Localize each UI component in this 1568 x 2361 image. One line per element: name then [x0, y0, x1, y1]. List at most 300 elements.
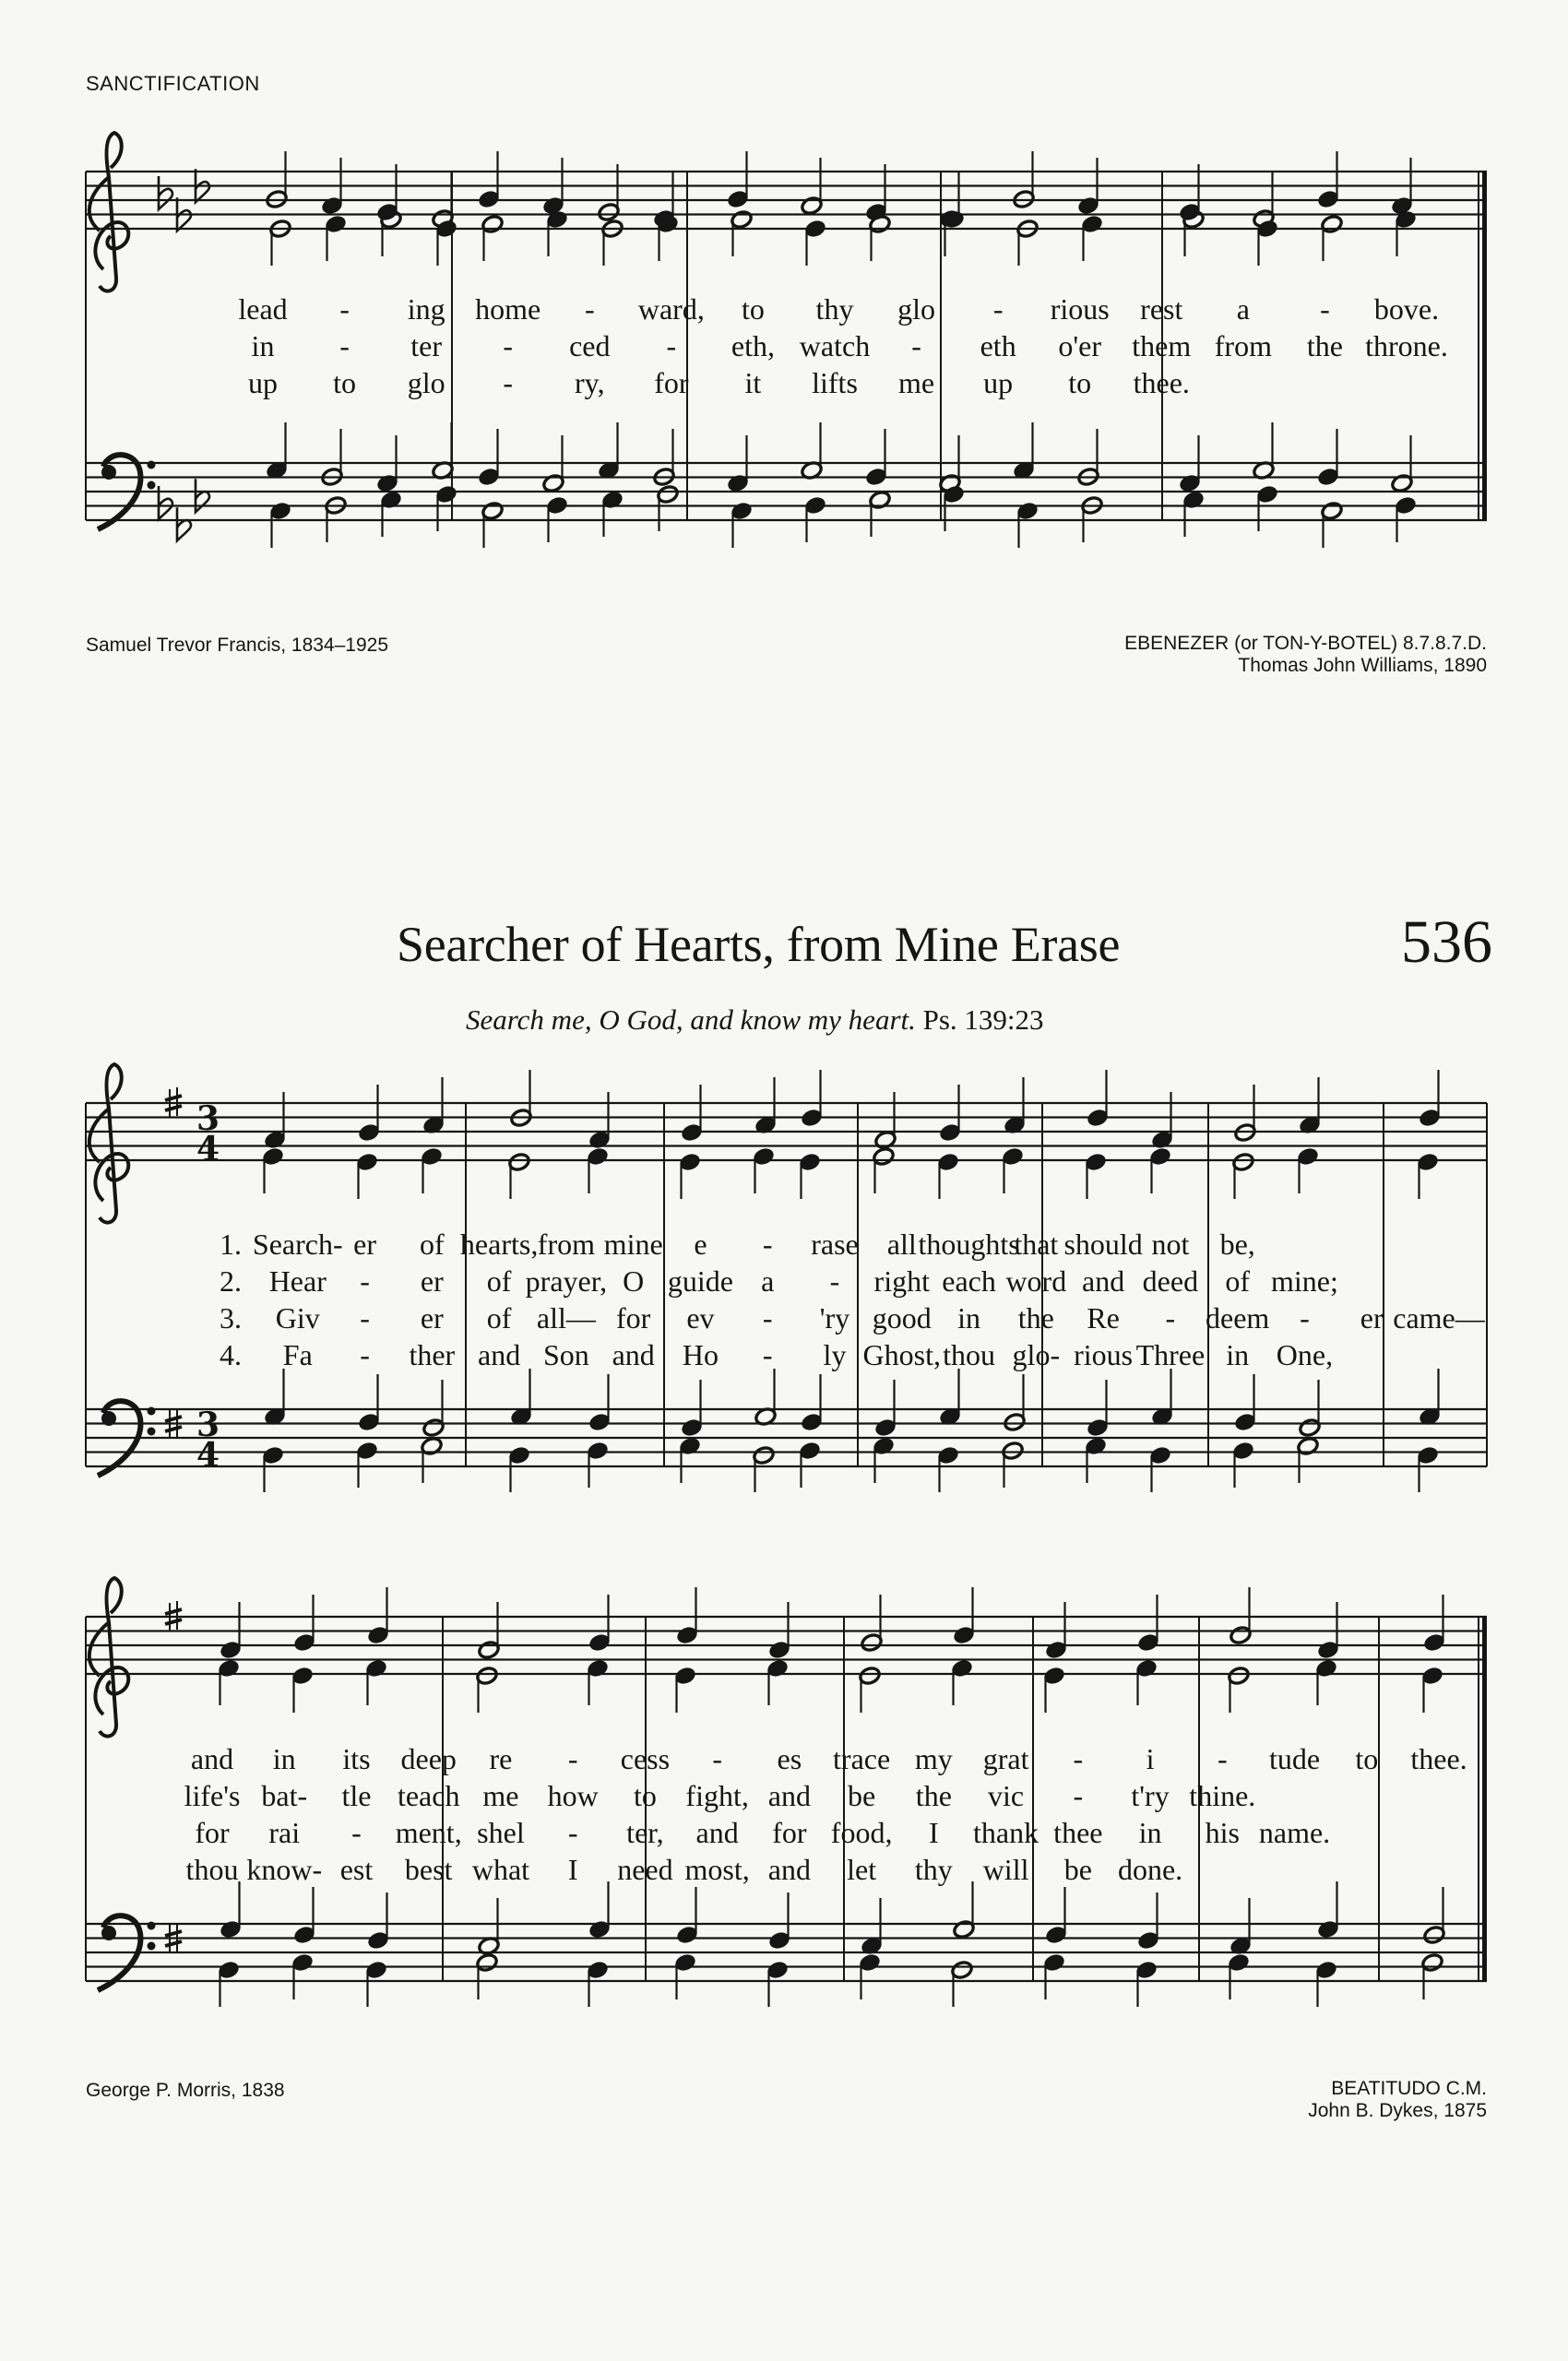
- note-icon: [1420, 1666, 1443, 1713]
- note-icon: [364, 1658, 387, 1705]
- lyric-syllable: thoughts: [918, 1228, 1020, 1261]
- note-icon: [1044, 1887, 1067, 1945]
- lyric-syllable: be,: [1219, 1228, 1255, 1261]
- lyric-syllable: -: [762, 1301, 773, 1335]
- note-icon: [1394, 495, 1417, 542]
- note-icon: [268, 219, 291, 266]
- note-icon: [1252, 422, 1275, 481]
- lyric-syllable: grat: [982, 1742, 1029, 1775]
- lyric-syllable: deep: [400, 1742, 457, 1775]
- verse-line: [220, 1301, 1486, 1335]
- lyric-syllable: to: [333, 366, 357, 399]
- note-icon: [938, 1369, 961, 1427]
- note-icon: [950, 1658, 973, 1705]
- note-icon: [726, 151, 749, 209]
- note-icon: [1233, 1374, 1256, 1432]
- lyric-syllable: -: [666, 329, 677, 362]
- note-icon: [366, 1892, 389, 1951]
- hymn-number: 536: [1401, 908, 1492, 976]
- lyric-syllable: of: [1225, 1264, 1250, 1298]
- note-icon: [422, 1077, 445, 1135]
- lyric-syllable: I: [567, 1853, 578, 1886]
- lyric-syllable: to: [1068, 366, 1092, 399]
- note-icon: [291, 1666, 314, 1713]
- lyric-syllable: for: [195, 1816, 230, 1849]
- note-icon: [1086, 1070, 1109, 1128]
- text-credit: George P. Morris, 1838: [86, 2080, 285, 2101]
- lyric-syllable: er: [1360, 1301, 1384, 1335]
- bass-staff: [86, 1369, 1487, 1492]
- note-icon: [1418, 1070, 1441, 1128]
- note-icon: [675, 1887, 698, 1945]
- note-icon: [938, 1085, 961, 1143]
- lyric-syllable: glo-: [1012, 1338, 1061, 1371]
- note-icon: [420, 1436, 443, 1483]
- lyric-syllable: es: [777, 1742, 802, 1775]
- lyric-syllable: thee.: [1410, 1742, 1467, 1775]
- lyric-syllable: I: [929, 1816, 939, 1849]
- lyric-syllable: rious: [1050, 292, 1110, 326]
- note-icon: [1042, 1952, 1065, 1999]
- note-icon: [477, 151, 500, 209]
- note-icon: [1390, 435, 1413, 493]
- lyric-syllable: -: [339, 292, 350, 326]
- lyric-syllable: thy: [815, 292, 854, 326]
- lyric-syllable: ther: [409, 1338, 456, 1371]
- lyric-syllable: in: [957, 1301, 981, 1335]
- note-icon: [1314, 1658, 1337, 1705]
- lyric-syllable: trace: [833, 1742, 891, 1775]
- lyric-syllable: lifts: [812, 366, 858, 399]
- note-icon: [858, 1666, 881, 1713]
- note-icon: [357, 1085, 380, 1143]
- lyric-syllable: throne.: [1365, 329, 1448, 362]
- treble-clef-icon: [89, 1064, 128, 1223]
- lyric-syllable: -: [360, 1301, 370, 1335]
- lyric-syllable: and: [767, 1853, 811, 1886]
- note-icon: [1229, 1898, 1252, 1956]
- note-icon: [1150, 1369, 1173, 1427]
- svg-text:4: 4: [196, 1436, 220, 1475]
- lyric-syllable: Fa: [282, 1338, 313, 1371]
- note-icon: [545, 495, 568, 542]
- verse-line: [184, 1779, 1256, 1812]
- note-icon: [868, 214, 891, 261]
- lyric-syllable: Ho: [682, 1338, 719, 1371]
- verse-line: [191, 1742, 1467, 1775]
- lyric-syllable: Giv: [275, 1301, 320, 1335]
- lyric-syllable: his: [1205, 1816, 1240, 1849]
- note-icon: [268, 501, 291, 548]
- lyric-syllable: a: [1236, 292, 1250, 326]
- lyric-syllable: most,: [684, 1853, 750, 1886]
- note-icon: [1134, 1658, 1158, 1705]
- lyric-syllable: its: [342, 1742, 371, 1775]
- lyric-syllable: -: [1165, 1301, 1176, 1335]
- note-icon: [938, 435, 961, 493]
- note-icon: [263, 1369, 286, 1427]
- note-icon: [600, 219, 624, 266]
- lyric-syllable: Ghost,: [862, 1338, 942, 1371]
- note-icon: [803, 219, 826, 266]
- lyric-syllable: eth,: [731, 329, 775, 362]
- lyric-syllable: of: [486, 1301, 512, 1335]
- lyric-syllable: i: [1146, 1742, 1155, 1775]
- lyric-syllable: -: [339, 329, 350, 362]
- note-icon: [1316, 429, 1339, 487]
- lyric-syllable: in: [1138, 1816, 1162, 1849]
- lyric-syllable: not: [1151, 1228, 1190, 1261]
- note-icon: [475, 1952, 498, 1999]
- note-icon: [507, 1152, 530, 1199]
- note-icon: [263, 1092, 286, 1150]
- lyric-syllable: tude: [1268, 1742, 1321, 1775]
- lyric-syllable: cess: [620, 1742, 671, 1775]
- bass-staff: [86, 1881, 1487, 2007]
- lyric-syllable: -: [351, 1816, 362, 1849]
- note-icon: [261, 1146, 284, 1193]
- time-signature-icon: [196, 1099, 220, 1169]
- lyric-syllable: Re: [1087, 1301, 1120, 1335]
- lyric-syllable: will: [982, 1853, 1029, 1886]
- system-previous-hymn: [86, 172, 1487, 520]
- note-icon: [1316, 1881, 1339, 1940]
- lyric-syllable: One,: [1276, 1338, 1334, 1371]
- note-icon: [1320, 501, 1343, 548]
- lyric-syllable: ward,: [637, 292, 705, 326]
- lyric-syllable: thou: [185, 1853, 239, 1886]
- note-icon: [509, 1369, 532, 1427]
- note-icon: [1012, 422, 1035, 481]
- note-icon: [800, 1374, 823, 1432]
- lyric-syllable: ing: [407, 292, 445, 326]
- lyric-syllable: -: [1300, 1301, 1310, 1335]
- bass-staff: [86, 422, 1487, 548]
- lyric-syllable: should: [1063, 1228, 1143, 1261]
- lyric-syllable: how: [547, 1779, 599, 1812]
- lyric-syllable: deed: [1142, 1264, 1199, 1298]
- note-icon: [1394, 209, 1417, 256]
- note-icon: [1296, 1436, 1319, 1483]
- note-icon: [379, 490, 402, 537]
- note-icon: [860, 1898, 883, 1956]
- verse-line: [220, 1338, 1333, 1371]
- lyric-syllable: er: [420, 1301, 444, 1335]
- note-icon: [324, 495, 347, 542]
- lyric-syllable: bat-: [261, 1779, 308, 1812]
- lyric-syllable: e: [694, 1228, 707, 1261]
- lyric-syllable: vic: [988, 1779, 1025, 1812]
- note-icon: [357, 1374, 380, 1432]
- lyric-syllable: ter,: [626, 1816, 664, 1849]
- lyric-syllable: life's: [184, 1779, 241, 1812]
- lyric-syllable: glo: [897, 292, 936, 326]
- tune-name: EBENEZER (or TON-Y-BOTEL) 8.7.8.7.D.: [1124, 633, 1487, 654]
- note-icon: [586, 1658, 609, 1705]
- hymn-title: Searcher of Hearts, from Mine Erase: [397, 917, 1121, 972]
- lyric-syllable: thou: [943, 1338, 996, 1371]
- note-icon: [588, 1092, 611, 1150]
- lyric-syllable: mine;: [1271, 1264, 1338, 1298]
- lyric-syllable: fight,: [685, 1779, 749, 1812]
- lyric-line-previous: [248, 366, 1190, 399]
- lyric-syllable: to: [633, 1779, 657, 1812]
- note-icon: [868, 490, 891, 537]
- note-icon: [754, 1077, 777, 1135]
- lyric-syllable: a: [761, 1264, 775, 1298]
- lyric-syllable: came—: [1393, 1301, 1485, 1335]
- lyric-syllable: ry,: [574, 366, 605, 399]
- note-icon: [752, 1146, 775, 1193]
- note-icon: [481, 214, 504, 261]
- note-icon: [586, 1441, 609, 1488]
- note-icon: [1136, 1892, 1159, 1951]
- lyric-syllable: rious: [1074, 1338, 1134, 1371]
- note-icon: [873, 1092, 897, 1150]
- lyric-syllable: the: [1017, 1301, 1054, 1335]
- lyric-syllable: from: [537, 1228, 595, 1261]
- note-icon: [541, 435, 564, 493]
- lyric-syllable: rest: [1140, 292, 1183, 326]
- lyric-syllable: guide: [667, 1264, 733, 1298]
- lyric-syllable: and: [767, 1779, 811, 1812]
- lyric-syllable: -: [911, 329, 921, 362]
- lyric-syllable: -: [992, 292, 1004, 326]
- note-icon: [292, 1887, 315, 1945]
- lyric-syllable: Search-: [252, 1228, 343, 1261]
- lyric-syllable: me: [898, 366, 935, 399]
- lyric-syllable: 2.: [220, 1264, 242, 1298]
- lyric-syllable: be: [848, 1779, 876, 1812]
- lyric-syllable: that: [1014, 1228, 1059, 1261]
- note-icon: [1320, 214, 1343, 261]
- lyric-syllable: thine.: [1189, 1779, 1256, 1812]
- note-icon: [936, 1152, 959, 1199]
- note-icon: [588, 1595, 611, 1653]
- note-icon: [1296, 1146, 1319, 1193]
- note-icon: [1422, 1595, 1445, 1653]
- svg-text:4: 4: [196, 1130, 220, 1169]
- note-icon: [420, 1146, 443, 1193]
- lyric-syllable: ev: [686, 1301, 715, 1335]
- lyric-line-previous: [252, 329, 1448, 362]
- lyric-syllable: to: [1355, 1742, 1379, 1775]
- note-icon: [1182, 490, 1205, 537]
- svg-text:3: 3: [196, 1099, 220, 1138]
- lyric-syllable: of: [420, 1228, 445, 1261]
- tune-name: BEATITUDO C.M.: [1331, 2078, 1487, 2099]
- note-icon: [872, 1146, 895, 1193]
- lyric-syllable: -: [712, 1742, 722, 1775]
- note-icon: [355, 1441, 378, 1488]
- lyric-syllable: o'er: [1058, 329, 1102, 362]
- lyric-syllable: 1.: [220, 1228, 242, 1261]
- note-icon: [678, 1152, 701, 1199]
- note-icon: [1080, 214, 1103, 261]
- lyric-syllable: Son: [542, 1338, 589, 1371]
- note-icon: [375, 435, 398, 493]
- note-icon: [1298, 1077, 1321, 1135]
- note-icon: [481, 501, 504, 548]
- lyric-syllable: -: [503, 366, 514, 399]
- lyric-syllable: the: [1306, 329, 1343, 362]
- lyric-line-previous: [238, 292, 1439, 326]
- lyric-syllable: ly: [823, 1338, 847, 1371]
- lyric-syllable: thy: [914, 1853, 953, 1886]
- lyric-syllable: rai: [268, 1816, 301, 1849]
- note-icon: [872, 1436, 895, 1483]
- lyric-syllable: each: [942, 1264, 996, 1298]
- lyric-syllable: -: [1320, 292, 1330, 326]
- lyric-syllable: what: [471, 1853, 530, 1886]
- note-icon: [431, 422, 454, 481]
- note-icon: [1084, 1152, 1107, 1199]
- lyric-syllable: my: [914, 1742, 953, 1775]
- lyric-syllable: for: [654, 366, 689, 399]
- lyric-syllable: -: [1217, 1742, 1228, 1775]
- lyric-syllable: and: [1082, 1264, 1125, 1298]
- lyric-syllable: O: [623, 1264, 645, 1298]
- section-label: SANCTIFICATION: [86, 72, 260, 95]
- note-icon: [730, 501, 753, 548]
- lyric-syllable: me: [482, 1779, 519, 1812]
- composer-credit: Thomas John Williams, 1890: [1238, 655, 1487, 676]
- note-icon: [678, 1436, 701, 1483]
- note-icon: [1003, 1077, 1026, 1135]
- lyric-syllable: food,: [830, 1816, 893, 1849]
- note-icon: [1227, 1666, 1250, 1713]
- note-icon: [726, 435, 749, 493]
- lyric-syllable: -: [1073, 1779, 1084, 1812]
- note-icon: [597, 422, 620, 481]
- lyric-syllable: -: [829, 1264, 840, 1298]
- lyric-syllable: word: [1005, 1264, 1067, 1298]
- note-icon: [1420, 1952, 1443, 1999]
- lyric-syllable: bove.: [1373, 292, 1440, 326]
- lyric-syllable: rase: [811, 1228, 859, 1261]
- note-icon: [588, 1881, 611, 1940]
- lyric-syllable: them: [1132, 329, 1192, 362]
- note-icon: [860, 1595, 883, 1653]
- note-icon: [355, 1152, 378, 1199]
- text-credit-previous: Samuel Trevor Francis, 1834–1925: [86, 635, 389, 656]
- lyric-syllable: in: [1226, 1338, 1250, 1371]
- note-icon: [1001, 1146, 1024, 1193]
- flat-icon: [177, 507, 191, 540]
- lyric-syllable: from: [1214, 329, 1272, 362]
- lyric-syllable: to: [741, 292, 765, 326]
- note-icon: [1233, 1085, 1256, 1143]
- lyric-syllable: for: [616, 1301, 651, 1335]
- note-icon: [803, 495, 826, 542]
- note-icon: [477, 429, 500, 487]
- lyric-syllable: name.: [1258, 1816, 1331, 1849]
- verse-line: [220, 1228, 1255, 1261]
- lyric-syllable: know-: [246, 1853, 323, 1886]
- lyric-syllable: tle: [341, 1779, 372, 1812]
- lyric-syllable: deem: [1206, 1301, 1270, 1335]
- lyric-syllable: be: [1063, 1853, 1092, 1886]
- note-icon: [1084, 1436, 1107, 1483]
- note-icon: [800, 422, 823, 481]
- treble-clef-icon: [89, 1578, 128, 1737]
- lyric-syllable: hearts,: [459, 1228, 539, 1261]
- note-icon: [600, 490, 624, 537]
- note-icon: [509, 1070, 532, 1128]
- note-icon: [477, 1898, 500, 1956]
- note-icon: [1422, 1887, 1445, 1945]
- note-icon: [1150, 1092, 1173, 1150]
- note-icon: [673, 1952, 696, 1999]
- lyric-syllable: lead: [238, 292, 288, 326]
- note-icon: [291, 1952, 314, 1999]
- lyric-syllable: home: [475, 292, 541, 326]
- verse-line: [195, 1816, 1330, 1849]
- lyric-syllable: 4.: [220, 1338, 242, 1371]
- lyric-syllable: shel: [477, 1816, 525, 1849]
- lyric-syllable: let: [847, 1853, 877, 1886]
- lyric-syllable: 3.: [220, 1301, 242, 1335]
- note-icon: [1416, 1152, 1439, 1199]
- lyric-syllable: up: [248, 366, 278, 399]
- lyric-syllable: and: [478, 1338, 521, 1371]
- note-icon: [324, 214, 347, 261]
- note-icon: [767, 1892, 790, 1951]
- note-icon: [1080, 495, 1103, 542]
- lyric-syllable: it: [744, 366, 762, 399]
- note-icon: [1001, 1441, 1024, 1488]
- lyric-syllable: watch: [799, 329, 871, 362]
- lyric-syllable: in: [272, 1742, 296, 1775]
- note-icon: [730, 209, 753, 256]
- lyric-syllable: prayer,: [525, 1264, 608, 1298]
- note-icon: [798, 1441, 821, 1488]
- lyric-syllable: glo: [407, 366, 445, 399]
- note-icon: [586, 1146, 609, 1193]
- lyric-syllable: -: [360, 1264, 370, 1298]
- note-icon: [1148, 1146, 1171, 1193]
- lyric-syllable: -: [360, 1338, 370, 1371]
- lyric-syllable: est: [339, 1853, 374, 1886]
- lyric-syllable: and: [190, 1742, 234, 1775]
- epigraph-text: Search me, O God, and know my heart.: [466, 1003, 916, 1036]
- note-icon: [800, 1070, 823, 1128]
- lyric-syllable: right: [873, 1264, 930, 1298]
- lyric-syllable: eth: [980, 329, 1016, 362]
- treble-staff: [86, 1064, 1487, 1223]
- lyric-syllable: all: [886, 1228, 917, 1261]
- lyric-syllable: Three: [1135, 1338, 1206, 1371]
- lyric-syllable: -: [762, 1228, 773, 1261]
- note-icon: [1231, 1441, 1254, 1488]
- note-icon: [1231, 1152, 1254, 1199]
- lyric-syllable: -: [567, 1816, 578, 1849]
- lyric-syllable: up: [983, 366, 1014, 399]
- treble-staff: [86, 133, 1487, 291]
- note-icon: [798, 1152, 821, 1199]
- lyric-syllable: -: [503, 329, 514, 362]
- svg-text:3: 3: [196, 1406, 220, 1444]
- flat-icon: [159, 176, 172, 209]
- lyric-syllable: 'ry: [819, 1301, 850, 1335]
- lyric-syllable: for: [772, 1816, 807, 1849]
- lyric-syllable: mine: [603, 1228, 663, 1261]
- lyric-syllable: thee.: [1133, 366, 1190, 399]
- note-icon: [1316, 151, 1339, 209]
- lyric-syllable: thank: [973, 1816, 1039, 1849]
- lyric-syllable: of: [486, 1264, 512, 1298]
- lyric-syllable: ment,: [395, 1816, 462, 1849]
